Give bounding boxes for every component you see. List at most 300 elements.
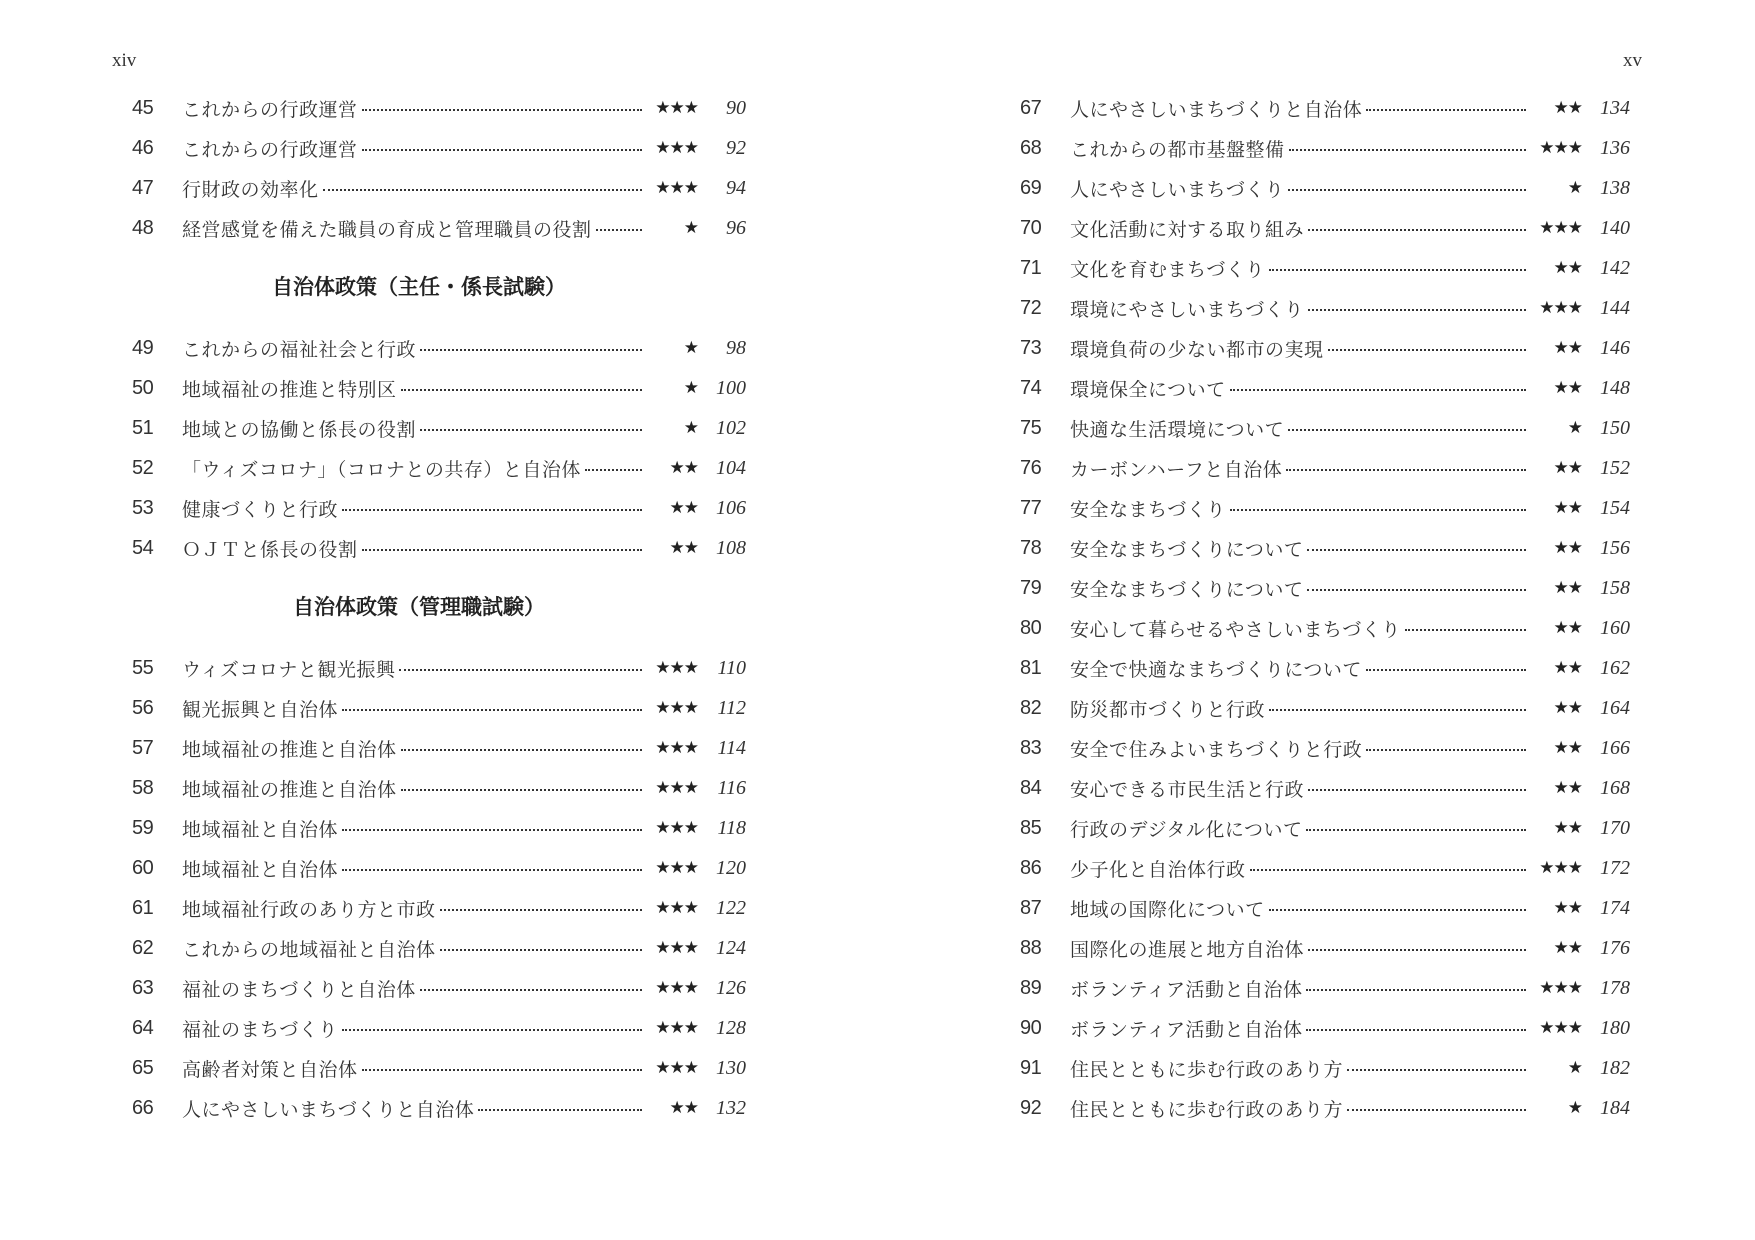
page-number: 132 xyxy=(716,1096,746,1119)
toc-entry xyxy=(132,128,746,168)
entry-number: 48 xyxy=(132,216,154,239)
page-number: 92 xyxy=(726,136,746,159)
toc-entry xyxy=(132,1088,746,1128)
toc-entry xyxy=(132,208,746,248)
entry-number: 80 xyxy=(1020,616,1042,639)
entry-number: 66 xyxy=(132,1096,154,1119)
entry-title: 安心して暮らせるやさしいまちづくり xyxy=(1070,618,1401,641)
toc-entry xyxy=(1020,688,1630,728)
entry-title: 人にやさしいまちづくりと自治体 xyxy=(1070,98,1363,121)
entry-title: 観光振興と自治体 xyxy=(182,698,339,721)
entry-title: これからの行政運営 xyxy=(182,98,358,121)
toc-entry xyxy=(1020,248,1630,288)
dot-leader xyxy=(1366,669,1526,671)
page-number: 134 xyxy=(1600,96,1630,119)
dot-leader xyxy=(1230,509,1526,511)
entry-number: 60 xyxy=(132,856,154,879)
importance-stars: ★★★ xyxy=(1539,1018,1582,1038)
page-number: 150 xyxy=(1600,416,1630,439)
right-page xyxy=(877,0,1755,1240)
dot-leader xyxy=(401,789,642,791)
toc-entry xyxy=(1020,648,1630,688)
dot-leader xyxy=(362,109,642,111)
entry-number: 75 xyxy=(1020,416,1042,439)
importance-stars: ★★★ xyxy=(655,98,698,118)
dot-leader xyxy=(1306,989,1526,991)
importance-stars: ★★★ xyxy=(655,1058,698,1078)
page-number: 124 xyxy=(716,936,746,959)
entry-number: 61 xyxy=(132,896,154,919)
entry-group-right xyxy=(1020,88,1630,1128)
entry-number: 74 xyxy=(1020,376,1042,399)
toc-entry xyxy=(1020,368,1630,408)
dot-leader xyxy=(1308,949,1526,951)
page-number: 96 xyxy=(726,216,746,239)
importance-stars: ★★ xyxy=(1553,618,1582,638)
page-number: 110 xyxy=(717,656,746,679)
importance-stars: ★★★ xyxy=(655,658,698,678)
toc-entry xyxy=(1020,1008,1630,1048)
importance-stars: ★★★ xyxy=(655,938,698,958)
entry-title: 国際化の進展と地方自治体 xyxy=(1070,938,1305,961)
dot-leader xyxy=(362,149,642,151)
entry-number: 79 xyxy=(1020,576,1042,599)
toc-entry xyxy=(132,808,746,848)
toc-entry xyxy=(1020,1088,1630,1128)
entry-title: 少子化と自治体行政 xyxy=(1070,858,1246,881)
dot-leader xyxy=(401,389,642,391)
entry-title: 安心できる市民生活と行政 xyxy=(1070,778,1305,801)
entry-title: 住民とともに歩む行政のあり方 xyxy=(1070,1098,1344,1121)
entry-title: 快適な生活環境について xyxy=(1070,418,1285,441)
entry-title: 地域福祉と自治体 xyxy=(182,818,339,841)
entry-number: 62 xyxy=(132,936,154,959)
page-number: 146 xyxy=(1600,336,1630,359)
entry-title: 安全で快適なまちづくりについて xyxy=(1070,658,1362,681)
dot-leader xyxy=(1347,1109,1526,1111)
entry-title: 「ウィズコロナ」（コロナとの共存）と自治体 xyxy=(182,458,581,481)
toc-entry xyxy=(132,448,746,488)
importance-stars: ★★ xyxy=(1553,818,1582,838)
page-number: 122 xyxy=(716,896,746,919)
entry-title: 環境にやさしいまちづくり xyxy=(1070,298,1304,321)
toc-entry xyxy=(1020,928,1630,968)
toc-entry xyxy=(132,848,746,888)
page-number: 174 xyxy=(1600,896,1630,919)
page-number: 170 xyxy=(1600,816,1630,839)
importance-stars: ★ xyxy=(1567,1058,1582,1078)
entry-number: 87 xyxy=(1020,896,1042,919)
entry-title: 地域福祉と自治体 xyxy=(182,858,339,881)
entry-number: 67 xyxy=(1020,96,1042,119)
dot-leader xyxy=(401,749,642,751)
page-number: 114 xyxy=(717,736,746,759)
entry-number: 68 xyxy=(1020,136,1042,159)
importance-stars: ★ xyxy=(1567,178,1582,198)
entry-title: 安全なまちづくり xyxy=(1070,498,1226,521)
toc-entry xyxy=(1020,208,1630,248)
entry-number: 47 xyxy=(132,176,154,199)
dot-leader xyxy=(362,549,642,551)
page-number: 126 xyxy=(716,976,746,999)
entry-title: 行政のデジタル化について xyxy=(1070,818,1303,841)
entry-title: 環境保全について xyxy=(1070,378,1226,401)
dot-leader xyxy=(342,1029,642,1031)
toc-entry xyxy=(132,368,746,408)
toc-entry xyxy=(132,688,746,728)
importance-stars: ★★ xyxy=(1553,338,1582,358)
entry-number: 90 xyxy=(1020,1016,1042,1039)
page-number: 140 xyxy=(1600,216,1630,239)
importance-stars: ★★ xyxy=(669,1098,698,1118)
entry-number: 78 xyxy=(1020,536,1042,559)
entry-number: 69 xyxy=(1020,176,1042,199)
toc-entry xyxy=(1020,568,1630,608)
page-number: 94 xyxy=(726,176,746,199)
section-heading-manager-exam: 自治体政策（管理職試験） xyxy=(293,595,545,619)
entry-title: 地域との協働と係長の役割 xyxy=(182,418,417,441)
dot-leader xyxy=(1269,909,1526,911)
entry-title: 高齢者対策と自治体 xyxy=(182,1058,358,1081)
entry-number: 63 xyxy=(132,976,154,999)
importance-stars: ★★ xyxy=(1553,258,1582,278)
entry-title: ＯＪＴと係長の役割 xyxy=(182,538,358,561)
dot-leader xyxy=(323,189,642,191)
entry-title: 環境負荷の少ない都市の実現 xyxy=(1070,338,1324,361)
importance-stars: ★★★ xyxy=(1539,298,1582,318)
toc-entry xyxy=(132,968,746,1008)
importance-stars: ★★ xyxy=(1553,378,1582,398)
dot-leader xyxy=(440,909,642,911)
dot-leader xyxy=(1366,749,1526,751)
dot-leader xyxy=(1366,109,1526,111)
entry-group-1 xyxy=(132,88,746,248)
entry-title: 地域福祉の推進と特別区 xyxy=(182,378,397,401)
importance-stars: ★ xyxy=(1567,1098,1582,1118)
importance-stars: ★★★ xyxy=(655,898,698,918)
entry-title: 防災都市づくりと行政 xyxy=(1070,698,1266,721)
dot-leader xyxy=(420,349,642,351)
dot-leader xyxy=(342,509,642,511)
toc-entry xyxy=(132,1008,746,1048)
toc-entry xyxy=(1020,808,1630,848)
importance-stars: ★★★ xyxy=(655,778,698,798)
dot-leader xyxy=(342,869,642,871)
entry-number: 72 xyxy=(1020,296,1042,319)
page-number: 98 xyxy=(726,336,746,359)
dot-leader xyxy=(596,229,642,231)
dot-leader xyxy=(585,469,642,471)
entry-number: 83 xyxy=(1020,736,1042,759)
entry-title: 地域の国際化について xyxy=(1070,898,1265,921)
toc-entry xyxy=(1020,768,1630,808)
page-number: 144 xyxy=(1600,296,1630,319)
toc-entry xyxy=(1020,328,1630,368)
importance-stars: ★★★ xyxy=(1539,218,1582,238)
dot-leader xyxy=(1250,869,1526,871)
page-number: 116 xyxy=(717,776,746,799)
dot-leader xyxy=(1307,549,1526,551)
page-number: 106 xyxy=(716,496,746,519)
importance-stars: ★★ xyxy=(669,458,698,478)
toc-entry xyxy=(1020,968,1630,1008)
dot-leader xyxy=(1306,829,1526,831)
dot-leader xyxy=(420,989,642,991)
importance-stars: ★★ xyxy=(1553,538,1582,558)
toc-entry xyxy=(1020,288,1630,328)
page-number: 136 xyxy=(1600,136,1630,159)
entry-group-2 xyxy=(132,328,746,568)
importance-stars: ★ xyxy=(683,418,698,438)
toc-entry xyxy=(1020,528,1630,568)
entry-title: これからの地域福祉と自治体 xyxy=(182,938,436,961)
entry-title: 行財政の効率化 xyxy=(182,178,319,201)
dot-leader xyxy=(478,1109,642,1111)
toc-entry xyxy=(132,408,746,448)
entry-number: 53 xyxy=(132,496,154,519)
entry-title: これからの行政運営 xyxy=(182,138,358,161)
page-number: 162 xyxy=(1600,656,1630,679)
dot-leader xyxy=(1307,589,1526,591)
toc-entry xyxy=(1020,848,1630,888)
page-number: 160 xyxy=(1600,616,1630,639)
toc-right xyxy=(1020,88,1630,1128)
dot-leader xyxy=(1230,389,1526,391)
importance-stars: ★★ xyxy=(1553,738,1582,758)
importance-stars: ★ xyxy=(683,218,698,238)
importance-stars: ★★★ xyxy=(655,698,698,718)
entry-number: 76 xyxy=(1020,456,1042,479)
importance-stars: ★★ xyxy=(1553,898,1582,918)
page-number: 182 xyxy=(1600,1056,1630,1079)
dot-leader xyxy=(362,1069,642,1071)
toc-entry xyxy=(1020,888,1630,928)
entry-title: ボランティア活動と自治体 xyxy=(1070,978,1303,1001)
importance-stars: ★★★ xyxy=(1539,858,1582,878)
toc-entry xyxy=(1020,1048,1630,1088)
importance-stars: ★ xyxy=(683,378,698,398)
importance-stars: ★★★ xyxy=(1539,138,1582,158)
page-number: 142 xyxy=(1600,256,1630,279)
entry-number: 88 xyxy=(1020,936,1042,959)
dot-leader xyxy=(1288,189,1526,191)
entry-number: 73 xyxy=(1020,336,1042,359)
toc-entry xyxy=(1020,88,1630,128)
entry-number: 56 xyxy=(132,696,154,719)
entry-number: 51 xyxy=(132,416,154,439)
toc-entry xyxy=(132,888,746,928)
entry-title: 文化活動に対する取り組み xyxy=(1070,218,1305,241)
toc-entry xyxy=(132,928,746,968)
entry-number: 91 xyxy=(1020,1056,1042,1079)
entry-title: 文化を育むまちづくり xyxy=(1070,258,1265,281)
page-number: 138 xyxy=(1600,176,1630,199)
entry-number: 85 xyxy=(1020,816,1042,839)
toc-entry xyxy=(132,528,746,568)
toc-entry xyxy=(1020,448,1630,488)
page-number: 130 xyxy=(716,1056,746,1079)
dot-leader xyxy=(1308,789,1526,791)
dot-leader xyxy=(342,829,642,831)
importance-stars: ★★★ xyxy=(655,858,698,878)
toc-entry xyxy=(1020,488,1630,528)
entry-group-3 xyxy=(132,648,746,1128)
left-page xyxy=(0,0,877,1240)
entry-number: 82 xyxy=(1020,696,1042,719)
entry-number: 89 xyxy=(1020,976,1042,999)
dot-leader xyxy=(1308,229,1526,231)
toc-left xyxy=(132,88,746,1128)
dot-leader xyxy=(399,669,642,671)
dot-leader xyxy=(1306,1029,1526,1031)
section-heading-chief-exam: 自治体政策（主任・係長試験） xyxy=(272,275,566,299)
page-folio-right: xv xyxy=(1623,50,1642,71)
importance-stars: ★★★ xyxy=(655,978,698,998)
page-number: 184 xyxy=(1600,1096,1630,1119)
dot-leader xyxy=(1288,429,1526,431)
page-number: 148 xyxy=(1600,376,1630,399)
dot-leader xyxy=(342,709,642,711)
importance-stars: ★★★ xyxy=(655,178,698,198)
page-number: 128 xyxy=(716,1016,746,1039)
entry-title: 安全なまちづくりについて xyxy=(1070,578,1304,601)
entry-title: 福祉のまちづくりと自治体 xyxy=(182,978,416,1001)
page-number: 102 xyxy=(716,416,746,439)
importance-stars: ★★ xyxy=(1553,698,1582,718)
importance-stars: ★★ xyxy=(1553,658,1582,678)
importance-stars: ★★ xyxy=(669,538,698,558)
entry-number: 52 xyxy=(132,456,154,479)
entry-title: 福祉のまちづくり xyxy=(182,1018,338,1041)
entry-title: 地域福祉行政のあり方と市政 xyxy=(182,898,436,921)
entry-number: 86 xyxy=(1020,856,1042,879)
entry-number: 92 xyxy=(1020,1096,1042,1119)
entry-title: ウィズコロナと観光振興 xyxy=(182,658,396,681)
page-number: 180 xyxy=(1600,1016,1630,1039)
importance-stars: ★★★ xyxy=(655,138,698,158)
entry-number: 58 xyxy=(132,776,154,799)
dot-leader xyxy=(1269,269,1526,271)
importance-stars: ★★ xyxy=(669,498,698,518)
entry-title: カーボンハーフと自治体 xyxy=(1070,458,1283,481)
dot-leader xyxy=(1286,469,1526,471)
page-number: 152 xyxy=(1600,456,1630,479)
entry-title: 地域福祉の推進と自治体 xyxy=(182,738,397,761)
toc-entry xyxy=(132,648,746,688)
entry-number: 70 xyxy=(1020,216,1042,239)
dot-leader xyxy=(1347,1069,1526,1071)
importance-stars: ★★ xyxy=(1553,778,1582,798)
toc-entry xyxy=(1020,608,1630,648)
toc-entry xyxy=(132,768,746,808)
entry-number: 81 xyxy=(1020,656,1042,679)
entry-number: 54 xyxy=(132,536,154,559)
entry-number: 84 xyxy=(1020,776,1042,799)
toc-entry xyxy=(132,328,746,368)
toc-entry xyxy=(132,88,746,128)
page-number: 176 xyxy=(1600,936,1630,959)
importance-stars: ★ xyxy=(683,338,698,358)
importance-stars: ★★★ xyxy=(655,1018,698,1038)
page-folio-left: xiv xyxy=(112,50,137,71)
toc-entry xyxy=(1020,168,1630,208)
dot-leader xyxy=(1308,309,1526,311)
toc-entry xyxy=(1020,128,1630,168)
importance-stars: ★★ xyxy=(1553,98,1582,118)
dot-leader xyxy=(1328,349,1526,351)
page-number: 164 xyxy=(1600,696,1630,719)
entry-number: 64 xyxy=(132,1016,154,1039)
entry-title: 安全で住みよいまちづくりと行政 xyxy=(1070,738,1363,761)
importance-stars: ★★★ xyxy=(1539,978,1582,998)
entry-number: 71 xyxy=(1020,256,1042,279)
entry-title: 安全なまちづくりについて xyxy=(1070,538,1304,561)
toc-entry xyxy=(1020,728,1630,768)
importance-stars: ★★ xyxy=(1553,578,1582,598)
dot-leader xyxy=(440,949,642,951)
page-number: 172 xyxy=(1600,856,1630,879)
toc-entry xyxy=(132,168,746,208)
entry-number: 57 xyxy=(132,736,154,759)
importance-stars: ★★ xyxy=(1553,498,1582,518)
entry-number: 45 xyxy=(132,96,154,119)
page-number: 118 xyxy=(717,816,746,839)
entry-number: 55 xyxy=(132,656,154,679)
entry-title: 健康づくりと行政 xyxy=(182,498,339,521)
toc-entry xyxy=(1020,408,1630,448)
dot-leader xyxy=(1269,709,1526,711)
dot-leader xyxy=(420,429,642,431)
page-number: 108 xyxy=(716,536,746,559)
entry-title: 経営感覚を備えた職員の育成と管理職員の役割 xyxy=(182,218,592,241)
entry-number: 46 xyxy=(132,136,154,159)
importance-stars: ★★★ xyxy=(655,738,698,758)
toc-entry xyxy=(132,488,746,528)
page-number: 90 xyxy=(726,96,746,119)
page-number: 120 xyxy=(716,856,746,879)
entry-number: 59 xyxy=(132,816,154,839)
entry-title: 人にやさしいまちづくり xyxy=(1070,178,1285,201)
importance-stars: ★★★ xyxy=(655,818,698,838)
page-number: 156 xyxy=(1600,536,1630,559)
page-number: 104 xyxy=(716,456,746,479)
page-number: 158 xyxy=(1600,576,1630,599)
importance-stars: ★★ xyxy=(1553,938,1582,958)
importance-stars: ★★ xyxy=(1553,458,1582,478)
entry-number: 65 xyxy=(132,1056,154,1079)
entry-number: 50 xyxy=(132,376,154,399)
page-number: 100 xyxy=(716,376,746,399)
page-number: 168 xyxy=(1600,776,1630,799)
entry-number: 77 xyxy=(1020,496,1042,519)
entry-number: 49 xyxy=(132,336,154,359)
page-number: 166 xyxy=(1600,736,1630,759)
entry-title: 地域福祉の推進と自治体 xyxy=(182,778,397,801)
importance-stars: ★ xyxy=(1567,418,1582,438)
dot-leader xyxy=(1289,149,1526,151)
entry-title: これからの都市基盤整備 xyxy=(1070,138,1285,161)
entry-title: ボランティア活動と自治体 xyxy=(1070,1018,1303,1041)
toc-entry xyxy=(132,1048,746,1088)
dot-leader xyxy=(1405,629,1526,631)
toc-entry xyxy=(132,728,746,768)
page-number: 112 xyxy=(717,696,746,719)
entry-title: 住民とともに歩む行政のあり方 xyxy=(1070,1058,1344,1081)
page-number: 178 xyxy=(1600,976,1630,999)
entry-title: これからの福祉社会と行政 xyxy=(182,338,417,361)
entry-title: 人にやさしいまちづくりと自治体 xyxy=(182,1098,475,1121)
page-number: 154 xyxy=(1600,496,1630,519)
